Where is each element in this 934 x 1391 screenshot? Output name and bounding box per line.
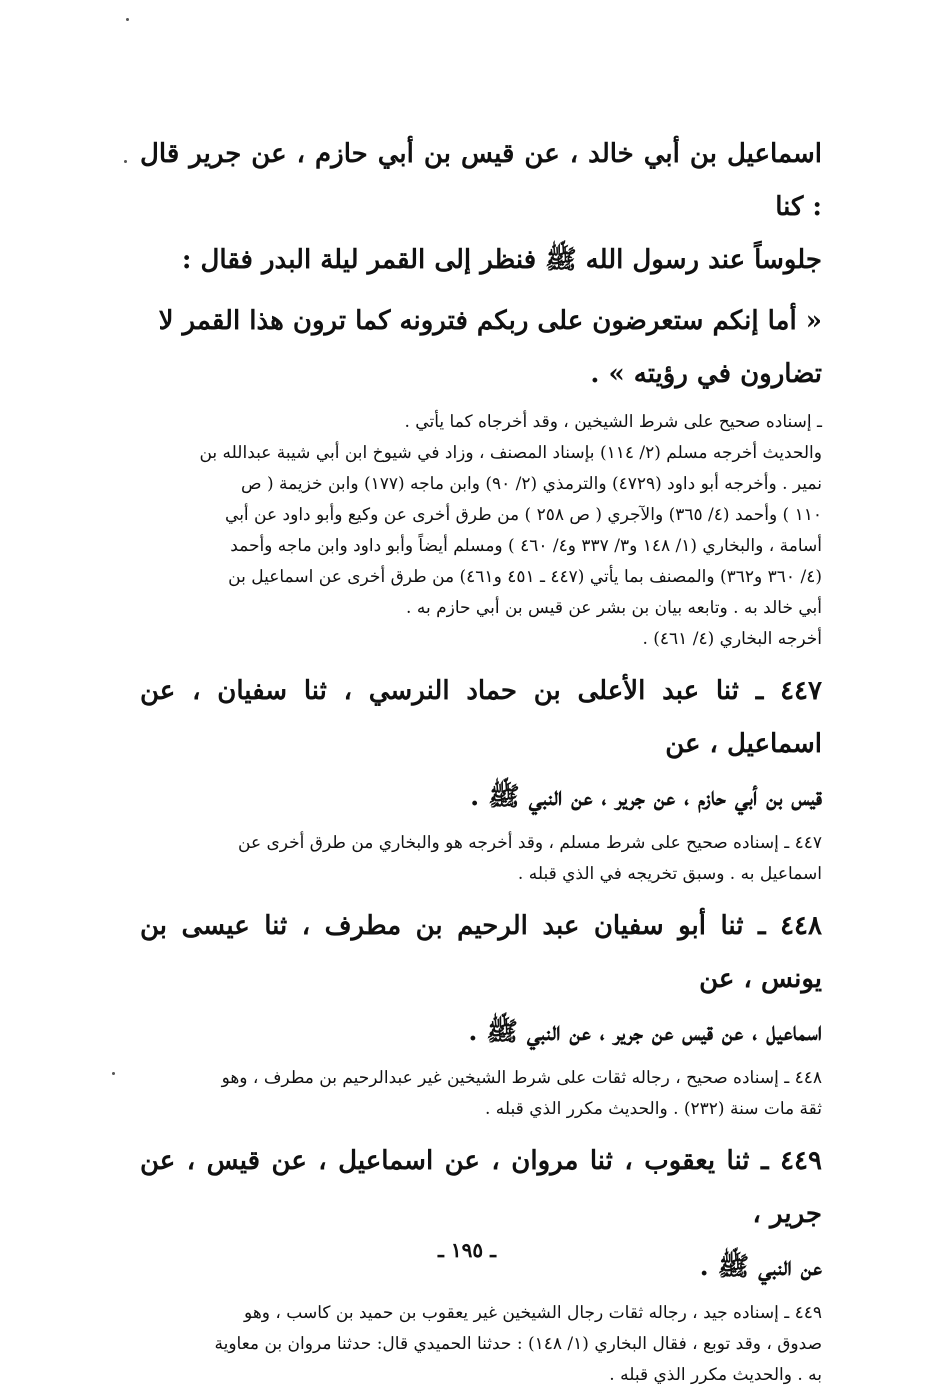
footnote-line: به . والحديث مكرر الذي قبله .: [609, 1365, 822, 1385]
hadith-448: [140, 900, 822, 1059]
footnote-line: (٤/ ٣٦٠ و٣٦٢) والمصنف بما يأتي (٤٤٧ ـ ٤٥١ و٤٦١) من طرق أخرى عن اسماعيل بن: [228, 567, 822, 587]
footnote-line: صدوق ، وقد توبع ، فقال البخاري (١/ ١٤٨) : حدثنا الحميدي قال: حدثنا مروان بن معاوية: [214, 1334, 822, 1354]
text-line: « أما إنكم ستعرضون على ربكم فترونه كما ترون هذا القمر لا: [158, 306, 822, 336]
footnote-447: [140, 828, 822, 890]
scan-speck: [112, 1072, 115, 1075]
hadith-449: [140, 1135, 822, 1294]
footnote-448: [140, 1063, 822, 1125]
page-number: ـ ١٩٥ ـ: [438, 1238, 496, 1262]
text-line: ٤٤٨ ـ ثنا أبو سفيان عبد الرحيم بن مطرف ، ثنا عيسى بن يونس ، عن: [140, 911, 822, 994]
text-line: تضارون في رؤيته » .: [590, 359, 822, 389]
footnote-line: أسامة ، والبخاري (١/ ١٤٨ و٣/ ٣٣٧ و٤/ ٤٦٠ ) ومسلم أيضاً وأبو داود وابن ماجه وأحمد: [230, 536, 822, 556]
footnote-line: ثقة مات سنة (٢٣٢) . والحديث مكرر الذي قبله .: [485, 1099, 822, 1119]
text-line: قيس بن أبي حازم ، عن جرير ، عن النبي ﷺ .: [470, 782, 822, 812]
footnote-line: ٤٤٩ ـ إسناده جيد ، رجاله ثقات رجال الشيخين غير يعقوب بن حميد بن كاسب ، وهو: [244, 1303, 822, 1323]
footnote-line: ـ إسناده صحيح على شرط الشيخين ، وقد أخرجاه كما يأتي .: [404, 412, 822, 432]
footnote-line: ٤٤٧ ـ إسناده صحيح على شرط مسلم ، وقد أخرجه هو والبخاري من طرق أخرى عن: [238, 833, 822, 853]
footnote-446: [140, 407, 822, 655]
text-line: اسماعيل ، عن قيس عن جرير ، عن النبي ﷺ .: [468, 1017, 822, 1047]
footnote-line: نمير . وأخرجه أبو داود (٤٧٢٩) والترمذي (٢/ ٩٠) وابن ماجه (١٧٧) وابن خزيمة ( ص: [240, 474, 822, 494]
scan-speck: [124, 160, 127, 163]
text-line: ٤٤٧ ـ ثنا عبد الأعلى بن حماد النرسي ، ثنا سفيان ، عن اسماعيل ، عن: [140, 676, 822, 759]
footnote-line: اسماعيل به . وسبق تخريجه في الذي قبله .: [517, 864, 822, 884]
hadith-446-quote: [140, 295, 822, 401]
hadith-447: [140, 665, 822, 824]
footnote-line: ١١٠ ) وأحمد (٤/ ٣٦٥) والآجري ( ص ٢٥٨ ) من طرق أخرى عن وكيع وأبو داود عن أبي: [225, 505, 822, 525]
footnote-line: أبي خالد به . وتابعه بيان بن بشر عن قيس بن أبي حازم به .: [406, 598, 822, 618]
footnote-line: والحديث أخرجه مسلم (٢/ ١١٤) بإسناد المصنف ، وزاد في شيوخ ابن أبي شيبة عبدالله بن: [199, 443, 822, 463]
footnote-449: [140, 1298, 822, 1391]
text-line: جلوساً عند رسول الله ﷺ فنظر إلى القمر ليلة البدر فقال :: [181, 245, 822, 275]
scan-speck: [126, 18, 129, 21]
text-line: ٤٤٩ ـ ثنا يعقوب ، ثنا مروان ، عن اسماعيل ، عن قيس ، عن جرير ،: [140, 1146, 822, 1229]
footnote-line: أخرجه البخاري (٤/ ٤٦١) .: [642, 629, 822, 649]
text-line: اسماعيل بن أبي خالد ، عن قيس بن أبي حازم ، عن جرير قال : كنا: [140, 139, 822, 222]
text-line: عن النبي ﷺ .: [699, 1252, 822, 1282]
hadith-446-continuation: [140, 128, 822, 287]
footnote-line: ٤٤٨ ـ إسناده صحيح ، رجاله ثقات على شرط الشيخين غير عبدالرحيم بن مطرف ، وهو: [221, 1068, 822, 1088]
